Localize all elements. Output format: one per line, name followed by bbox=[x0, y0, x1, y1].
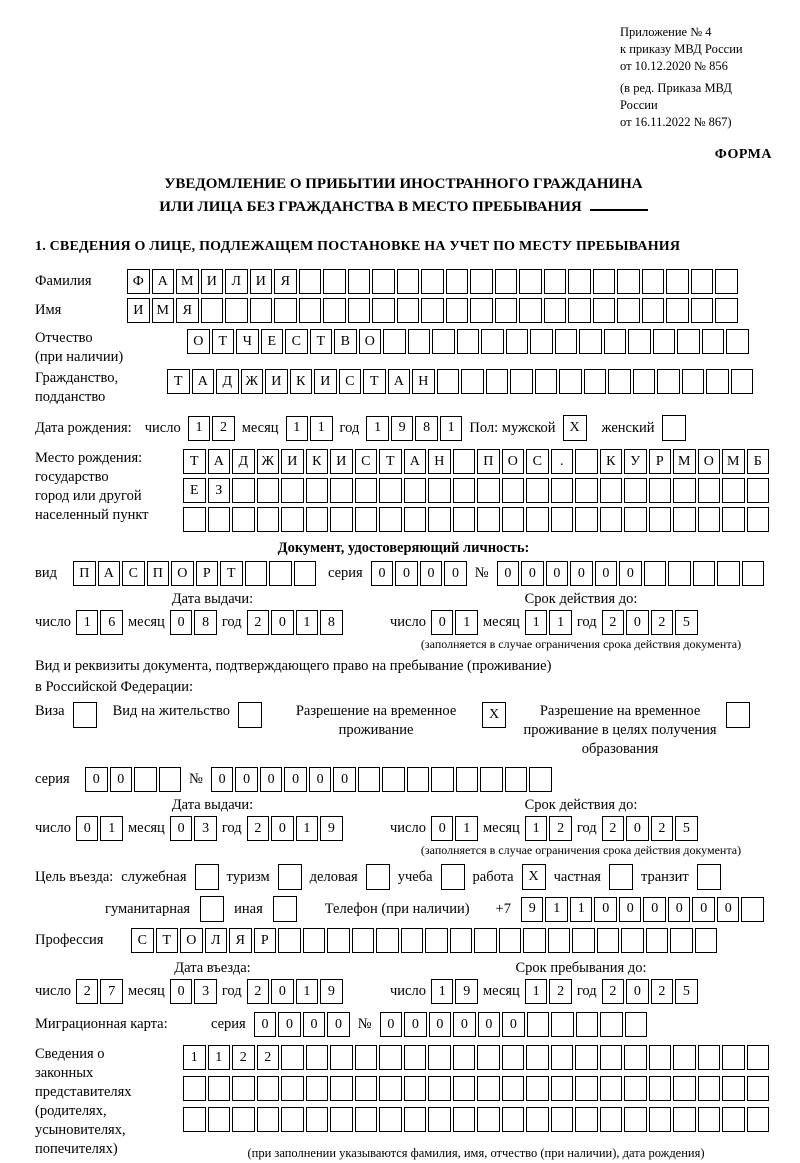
purpose-chastnaya-checkbox[interactable] bbox=[609, 864, 633, 890]
purpose-turizm-checkbox[interactable] bbox=[278, 864, 302, 890]
residence-permit-checkbox[interactable] bbox=[238, 702, 262, 728]
profession-label: Профессия bbox=[35, 932, 104, 948]
form-label: ФОРМА bbox=[714, 147, 772, 162]
stay-until-heading: Срок пребывания до: bbox=[515, 960, 647, 976]
doc-issue-year-boxes[interactable]: 2 0 1 8 bbox=[247, 610, 343, 635]
birth-year-boxes[interactable]: 1 9 8 1 bbox=[366, 416, 462, 441]
stay-issue-day-boxes[interactable]: 0 1 bbox=[76, 816, 123, 841]
migration-number-boxes[interactable]: 0 0 0 0 0 0 bbox=[380, 1012, 648, 1037]
phone-prefix: +7 bbox=[495, 900, 511, 917]
stay-valid-month-boxes[interactable]: 1 2 bbox=[525, 816, 572, 841]
surname-boxes[interactable]: Ф А М И Л И Я bbox=[127, 269, 738, 294]
representatives-note: (при заполнении указываются фамилия, имя, отчество (при наличии), дата рождения) bbox=[247, 1146, 705, 1160]
year-label: год bbox=[221, 614, 242, 630]
migration-series-boxes[interactable]: 0 0 0 0 bbox=[254, 1012, 350, 1037]
stay-issue-date-heading: Дата выдачи: bbox=[171, 797, 254, 813]
appendix-line-1: Приложение № 4 bbox=[620, 25, 712, 39]
revision-line-2: от 16.11.2022 № 867) bbox=[620, 115, 732, 129]
temporary-residence-education-checkbox[interactable] bbox=[726, 702, 750, 728]
sex-female-checkbox[interactable] bbox=[662, 415, 686, 441]
stay-doc-intro-line1: Вид и реквизиты документа, подтверждающего право на пребывание (проживание) bbox=[35, 658, 552, 674]
representatives-row1-boxes[interactable]: 1 1 2 2 bbox=[183, 1045, 769, 1070]
stay-number-boxes[interactable]: 0 0 0 0 0 0 bbox=[211, 767, 552, 792]
sex-male-label: Пол: мужской bbox=[469, 419, 556, 436]
migration-card-label: Миграционная карта: bbox=[35, 1016, 168, 1032]
purpose-label-tranzit: транзит bbox=[640, 868, 689, 885]
year-label: год bbox=[576, 614, 597, 630]
stay-series-label: серия bbox=[35, 771, 70, 787]
purpose-gumanitarnaya-checkbox[interactable] bbox=[200, 896, 224, 922]
birth-month-boxes[interactable]: 1 1 bbox=[286, 416, 333, 441]
form-title bbox=[35, 173, 772, 219]
month-label: месяц bbox=[482, 614, 520, 630]
doc-series-boxes[interactable]: 0 0 0 0 bbox=[371, 561, 467, 586]
day-label: число bbox=[35, 983, 71, 999]
citizenship-boxes[interactable]: Т А Д Ж И К И С Т А Н bbox=[167, 369, 753, 394]
blank-underline bbox=[590, 209, 648, 211]
day-label: число bbox=[390, 983, 426, 999]
doc-issue-month-boxes[interactable]: 0 8 bbox=[170, 610, 217, 635]
migration-series-label: серия bbox=[211, 1016, 246, 1032]
stay-until-year-boxes[interactable]: 2 0 2 5 bbox=[602, 979, 698, 1004]
migration-number-label: № bbox=[357, 1016, 372, 1032]
stay-valid-until-heading: Срок действия до: bbox=[524, 797, 638, 813]
stay-option-visa: Виза bbox=[35, 702, 97, 728]
phone-boxes[interactable]: 9 1 1 0 0 0 0 0 0 bbox=[521, 897, 764, 922]
birth-place-row2-boxes[interactable]: Е З bbox=[183, 478, 769, 503]
visa-checkbox[interactable] bbox=[73, 702, 97, 728]
form-title-line1: УВЕДОМЛЕНИЕ О ПРИБЫТИИ ИНОСТРАННОГО ГРАЖДАНИНА bbox=[164, 176, 643, 192]
day-label: число bbox=[390, 820, 426, 836]
purpose-label-delovaya: деловая bbox=[309, 868, 358, 885]
doc-issue-day-boxes[interactable]: 1 6 bbox=[76, 610, 123, 635]
entry-date-heading: Дата въезда: bbox=[174, 960, 251, 976]
stay-valid-year-boxes[interactable]: 2 0 2 5 bbox=[602, 816, 698, 841]
stay-series-boxes[interactable]: 0 0 bbox=[85, 767, 181, 792]
citizenship-label: Гражданство, подданство bbox=[35, 370, 119, 405]
day-label: число bbox=[144, 419, 181, 436]
profession-boxes[interactable]: С Т О Л Я Р bbox=[131, 928, 717, 953]
doc-valid-until-heading: Срок действия до: bbox=[524, 591, 638, 607]
day-label: число bbox=[390, 614, 426, 630]
month-label: месяц bbox=[482, 820, 520, 836]
stay-number-label: № bbox=[189, 771, 203, 787]
purpose-prefix-label: Цель въезда: bbox=[35, 868, 114, 885]
purpose-delovaya-checkbox[interactable] bbox=[366, 864, 390, 890]
stay-option-residence-permit: Вид на жительство bbox=[113, 702, 262, 728]
stay-until-month-boxes[interactable]: 1 2 bbox=[525, 979, 572, 1004]
sex-female-label: женский bbox=[601, 419, 655, 436]
phone-label: Телефон (при наличии) bbox=[324, 900, 470, 917]
patronymic-label: Отчество (при наличии) bbox=[35, 330, 124, 365]
representatives-row3-boxes[interactable] bbox=[183, 1107, 769, 1132]
section1-heading: 1. СВЕДЕНИЯ О ЛИЦЕ, ПОДЛЕЖАЩЕМ ПОСТАНОВКЕ НА УЧЕТ ПО МЕСТУ ПРЕБЫВАНИЯ bbox=[35, 239, 681, 254]
purpose-label-ucheba: учеба bbox=[397, 868, 433, 885]
purpose-sluzhebnaya-checkbox[interactable] bbox=[195, 864, 219, 890]
month-label: месяц bbox=[127, 983, 165, 999]
birth-date-label: Дата рождения: bbox=[35, 419, 132, 436]
purpose-inaya-checkbox[interactable] bbox=[273, 896, 297, 922]
birth-place-row1-boxes[interactable]: Т А Д Ж И К И С Т А Н П О С . К У Р М О М Б bbox=[183, 449, 769, 474]
day-label: число bbox=[35, 614, 71, 630]
doc-type-boxes[interactable]: П А С П О Р Т bbox=[73, 561, 316, 586]
stay-option-temporary-residence-education: Разрешение на временное проживание в целях получения образования bbox=[522, 702, 750, 759]
doc-series-label: серия bbox=[328, 565, 363, 581]
purpose-label-sluzhebnaya: служебная bbox=[121, 868, 187, 885]
purpose-label-inaya: иная bbox=[234, 900, 263, 917]
doc-valid-day-boxes[interactable]: 0 1 bbox=[431, 610, 478, 635]
doc-valid-year-boxes[interactable]: 2 0 2 5 bbox=[602, 610, 698, 635]
year-label: год bbox=[221, 983, 242, 999]
birth-day-boxes[interactable]: 1 2 bbox=[188, 416, 235, 441]
month-label: месяц bbox=[241, 419, 279, 436]
surname-label: Фамилия bbox=[35, 273, 92, 289]
year-label: год bbox=[339, 419, 360, 436]
firstname-boxes[interactable]: И М Я bbox=[127, 298, 738, 323]
entry-month-boxes[interactable]: 0 3 bbox=[170, 979, 217, 1004]
appendix-line-3: от 10.12.2020 № 856 bbox=[620, 59, 728, 73]
day-label: число bbox=[35, 820, 71, 836]
doc-number-boxes[interactable]: 0 0 0 0 0 0 bbox=[497, 561, 765, 586]
year-label: год bbox=[576, 983, 597, 999]
stay-valid-day-boxes[interactable]: 0 1 bbox=[431, 816, 478, 841]
revision-line-1: (в ред. Приказа МВД России bbox=[620, 81, 732, 112]
patronymic-boxes[interactable]: О Т Ч Е С Т В О bbox=[187, 329, 749, 354]
month-label: месяц bbox=[127, 820, 165, 836]
identity-doc-heading: Документ, удостоверяющий личность: bbox=[277, 540, 530, 556]
representatives-label: Сведения о законных представителях (родителях, усыновителях, попечителях) bbox=[35, 1046, 132, 1157]
month-label: месяц bbox=[127, 614, 165, 630]
purpose-label-chastnaya: частная bbox=[553, 868, 601, 885]
birth-place-row3-boxes[interactable] bbox=[183, 507, 769, 532]
birth-place-label: Место рождения: государство город или другой населенный пункт bbox=[35, 450, 149, 523]
stay-option-temporary-residence: Разрешение на временное проживание X bbox=[278, 702, 506, 740]
appendix-line-2: к приказу МВД России bbox=[620, 42, 743, 56]
doc-number-label: № bbox=[474, 565, 489, 581]
purpose-label-gumanitarnaya: гуманитарная bbox=[105, 900, 191, 917]
year-label: год bbox=[576, 820, 597, 836]
representatives-row2-boxes[interactable] bbox=[183, 1076, 769, 1101]
month-label: месяц bbox=[482, 983, 520, 999]
purpose-ucheba-checkbox[interactable] bbox=[441, 864, 465, 890]
entry-year-boxes[interactable]: 2 0 1 9 bbox=[247, 979, 343, 1004]
entry-day-boxes[interactable]: 2 7 bbox=[76, 979, 123, 1004]
purpose-tranzit-checkbox[interactable] bbox=[697, 864, 721, 890]
stay-until-day-boxes[interactable]: 1 9 bbox=[431, 979, 478, 1004]
stay-doc-intro-line2: в Российской Федерации: bbox=[35, 679, 194, 695]
validity-limit-note: (заполняется в случае ограничения срока действия документа) bbox=[420, 637, 742, 651]
stay-issue-month-boxes[interactable]: 0 3 bbox=[170, 816, 217, 841]
sex-male-checkbox[interactable]: X bbox=[563, 415, 587, 441]
purpose-label-rabota: работа bbox=[472, 868, 514, 885]
stay-issue-year-boxes[interactable]: 2 0 1 9 bbox=[247, 816, 343, 841]
doc-valid-month-boxes[interactable]: 1 1 bbox=[525, 610, 572, 635]
purpose-label-turizm: туризм bbox=[226, 868, 270, 885]
doc-type-label: вид bbox=[35, 565, 57, 581]
year-label: год bbox=[221, 820, 242, 836]
doc-issue-date-heading: Дата выдачи: bbox=[171, 591, 254, 607]
validity-limit-note: (заполняется в случае ограничения срока действия документа) bbox=[420, 843, 742, 857]
purpose-rabota-checkbox[interactable]: X bbox=[522, 864, 546, 890]
appendix-block bbox=[620, 24, 772, 131]
temporary-residence-checkbox[interactable]: X bbox=[482, 702, 506, 728]
form-title-line2: ИЛИ ЛИЦА БЕЗ ГРАЖДАНСТВА В МЕСТО ПРЕБЫВАНИЯ bbox=[159, 199, 582, 215]
firstname-label: Имя bbox=[35, 302, 62, 318]
